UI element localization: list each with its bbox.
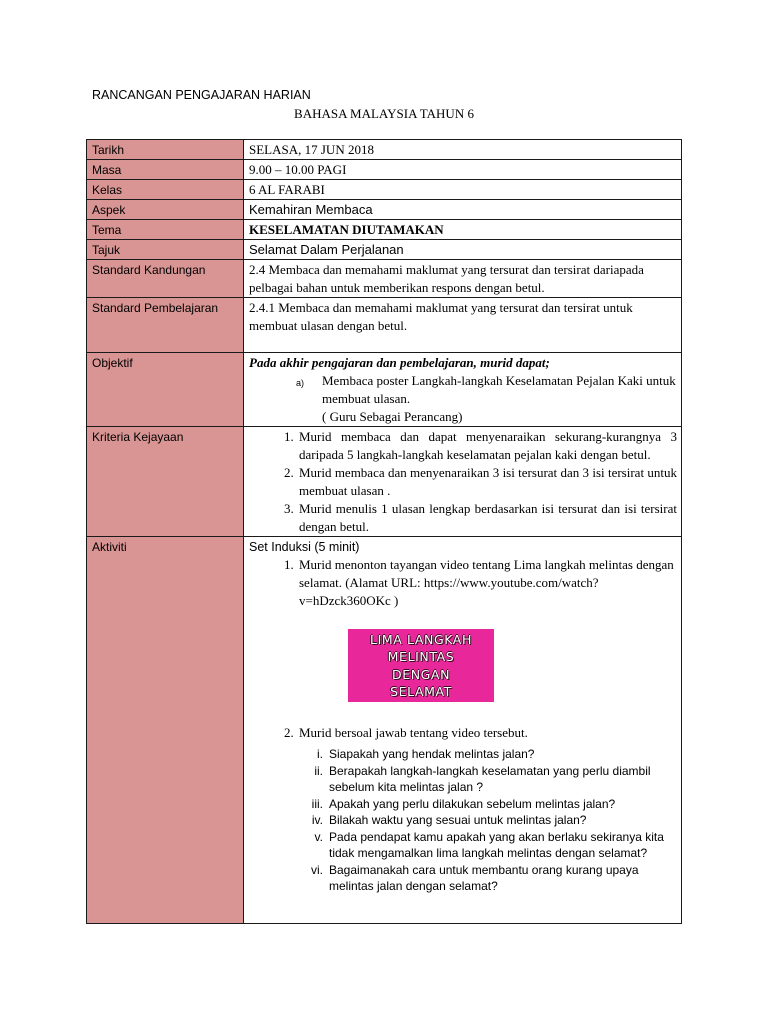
video-thumbnail-banner xyxy=(348,629,494,702)
table-row xyxy=(87,200,682,220)
question-number: iii. xyxy=(311,796,323,811)
row-label-masa: Masa xyxy=(87,160,244,180)
table-row xyxy=(87,537,682,924)
table-row xyxy=(87,298,682,353)
question-text: Siapakah yang hendak melintas jalan? xyxy=(329,747,535,761)
kriteria-list xyxy=(249,428,677,536)
row-value-objektif xyxy=(244,353,682,427)
question-text: Apakah yang perlu dilakukan sebelum melintas jalan? xyxy=(329,796,616,811)
list-item: 3. Murid menulis 1 ulasan lengkap berdasarkan isi tersurat dan isi tersirat dengan betul. xyxy=(297,500,677,536)
row-value-tema: KESELAMATAN DIUTAMAKAN xyxy=(244,220,682,240)
table-row xyxy=(87,427,682,537)
list-item: 2. Murid membaca dan menyenaraikan 3 isi tersurat dan 3 isi tersirat untuk membuat ulasan . xyxy=(297,464,677,500)
row-label-tema: Tema xyxy=(87,220,244,240)
list-item: 1. Murid menonton tayangan video tentang Lima langkah melintas dengan selamat. (Alamat URL: https://www.youtube.com/watch?v=hDzck360OKc ) xyxy=(297,556,677,610)
question-number: vi. xyxy=(311,862,323,877)
question-text: Bilakah waktu yang sesuai untuk melintas jalan? xyxy=(329,813,587,827)
objektif-item-marker: a) xyxy=(296,378,305,388)
set-induksi-heading: Set Induksi (5 minit) xyxy=(249,540,360,554)
banner-line: LIMA LANGKAH xyxy=(370,631,472,647)
row-value-tarikh: SELASA, 17 JUN 2018 xyxy=(244,140,682,160)
table-row xyxy=(87,140,682,160)
row-value-standard-pembelajaran: 2.4.1 Membaca dan memahami maklumat yang tersurat dan tersirat untuk membuat ulasan dengan betul. xyxy=(244,298,682,353)
lesson-plan-table xyxy=(86,139,682,924)
row-label-aktiviti: Aktiviti xyxy=(87,537,244,924)
list-item: 2. Murid bersoal jawab tentang video tersebut. xyxy=(297,724,677,742)
question-text: Pada pendapat kamu apakah yang akan berlaku sekiranya kita tidak mengamalkan lima langkah melintas dengan selamat? xyxy=(329,829,664,860)
row-value-aktiviti xyxy=(244,537,682,924)
question-number: v. xyxy=(314,829,323,844)
row-label-standard-pembelajaran: Standard Pembelajaran xyxy=(87,298,244,353)
question-text: Bagaimanakah cara untuk membantu orang kurang upaya melintas jalan dengan selamat? xyxy=(329,862,639,893)
row-value-tajuk: Selamat Dalam Perjalanan xyxy=(244,240,682,260)
question-list xyxy=(249,746,677,895)
objektif-note: ( Guru Sebagai Perancang) xyxy=(322,409,463,424)
objektif-item-text: Membaca poster Langkah-langkah Keselamatan Pejalan Kaki untuk membuat ulasan. xyxy=(322,373,676,406)
question-text: Berapakah langkah-langkah keselamatan yang perlu diambil sebelum kita melintas jalan ? xyxy=(329,763,651,794)
question-number: iv. xyxy=(311,813,323,827)
row-label-aspek: Aspek xyxy=(87,200,244,220)
row-value-kelas: 6 AL FARABI xyxy=(244,180,682,200)
table-row xyxy=(87,180,682,200)
question-number: ii. xyxy=(314,763,323,778)
list-item xyxy=(249,829,677,862)
aktiviti-step-list xyxy=(249,556,677,610)
row-label-objektif: Objektif xyxy=(87,353,244,427)
aktiviti-step-list xyxy=(249,724,677,742)
objektif-item xyxy=(249,372,677,426)
row-value-aspek: Kemahiran Membaca xyxy=(244,200,682,220)
row-label-standard-kandungan: Standard Kandungan xyxy=(87,260,244,298)
row-label-kriteria: Kriteria Kejayaan xyxy=(87,427,244,537)
row-value-masa: 9.00 – 10.00 PAGI xyxy=(244,160,682,180)
list-item xyxy=(249,812,677,829)
row-label-tajuk: Tajuk xyxy=(87,240,244,260)
row-label-kelas: Kelas xyxy=(87,180,244,200)
row-value-standard-kandungan: 2.4 Membaca dan memahami maklumat yang tersurat dan tersirat dariapada pelbagai bahan untuk memberikan respons dengan betul. xyxy=(244,260,682,298)
banner-line: MELINTAS xyxy=(387,649,455,664)
list-item: 1. Murid membaca dan dapat menyenaraikan sekurang-kurangnya 3 daripada 5 langkah-langkah keselamatan pejalan kaki dengan betul. xyxy=(297,428,677,464)
question-number: i. xyxy=(317,747,323,761)
list-item xyxy=(249,763,677,796)
banner-line: SELAMAT xyxy=(390,684,452,699)
row-value-kriteria xyxy=(244,427,682,537)
table-row xyxy=(87,160,682,180)
document-subject-title: BAHASA MALAYSIA TAHUN 6 xyxy=(294,106,474,121)
banner-line: DENGAN xyxy=(391,666,451,682)
list-item xyxy=(249,862,677,895)
table-row xyxy=(87,260,682,298)
objektif-intro: Pada akhir pengajaran dan pembelajaran, murid dapat; xyxy=(249,355,550,370)
row-label-tarikh: Tarikh xyxy=(87,140,244,160)
list-item xyxy=(249,796,677,813)
table-row xyxy=(87,353,682,427)
table-row xyxy=(87,220,682,240)
document-header: RANCANGAN PENGAJARAN HARIAN xyxy=(92,88,311,102)
list-item xyxy=(249,746,677,763)
table-row xyxy=(87,240,682,260)
